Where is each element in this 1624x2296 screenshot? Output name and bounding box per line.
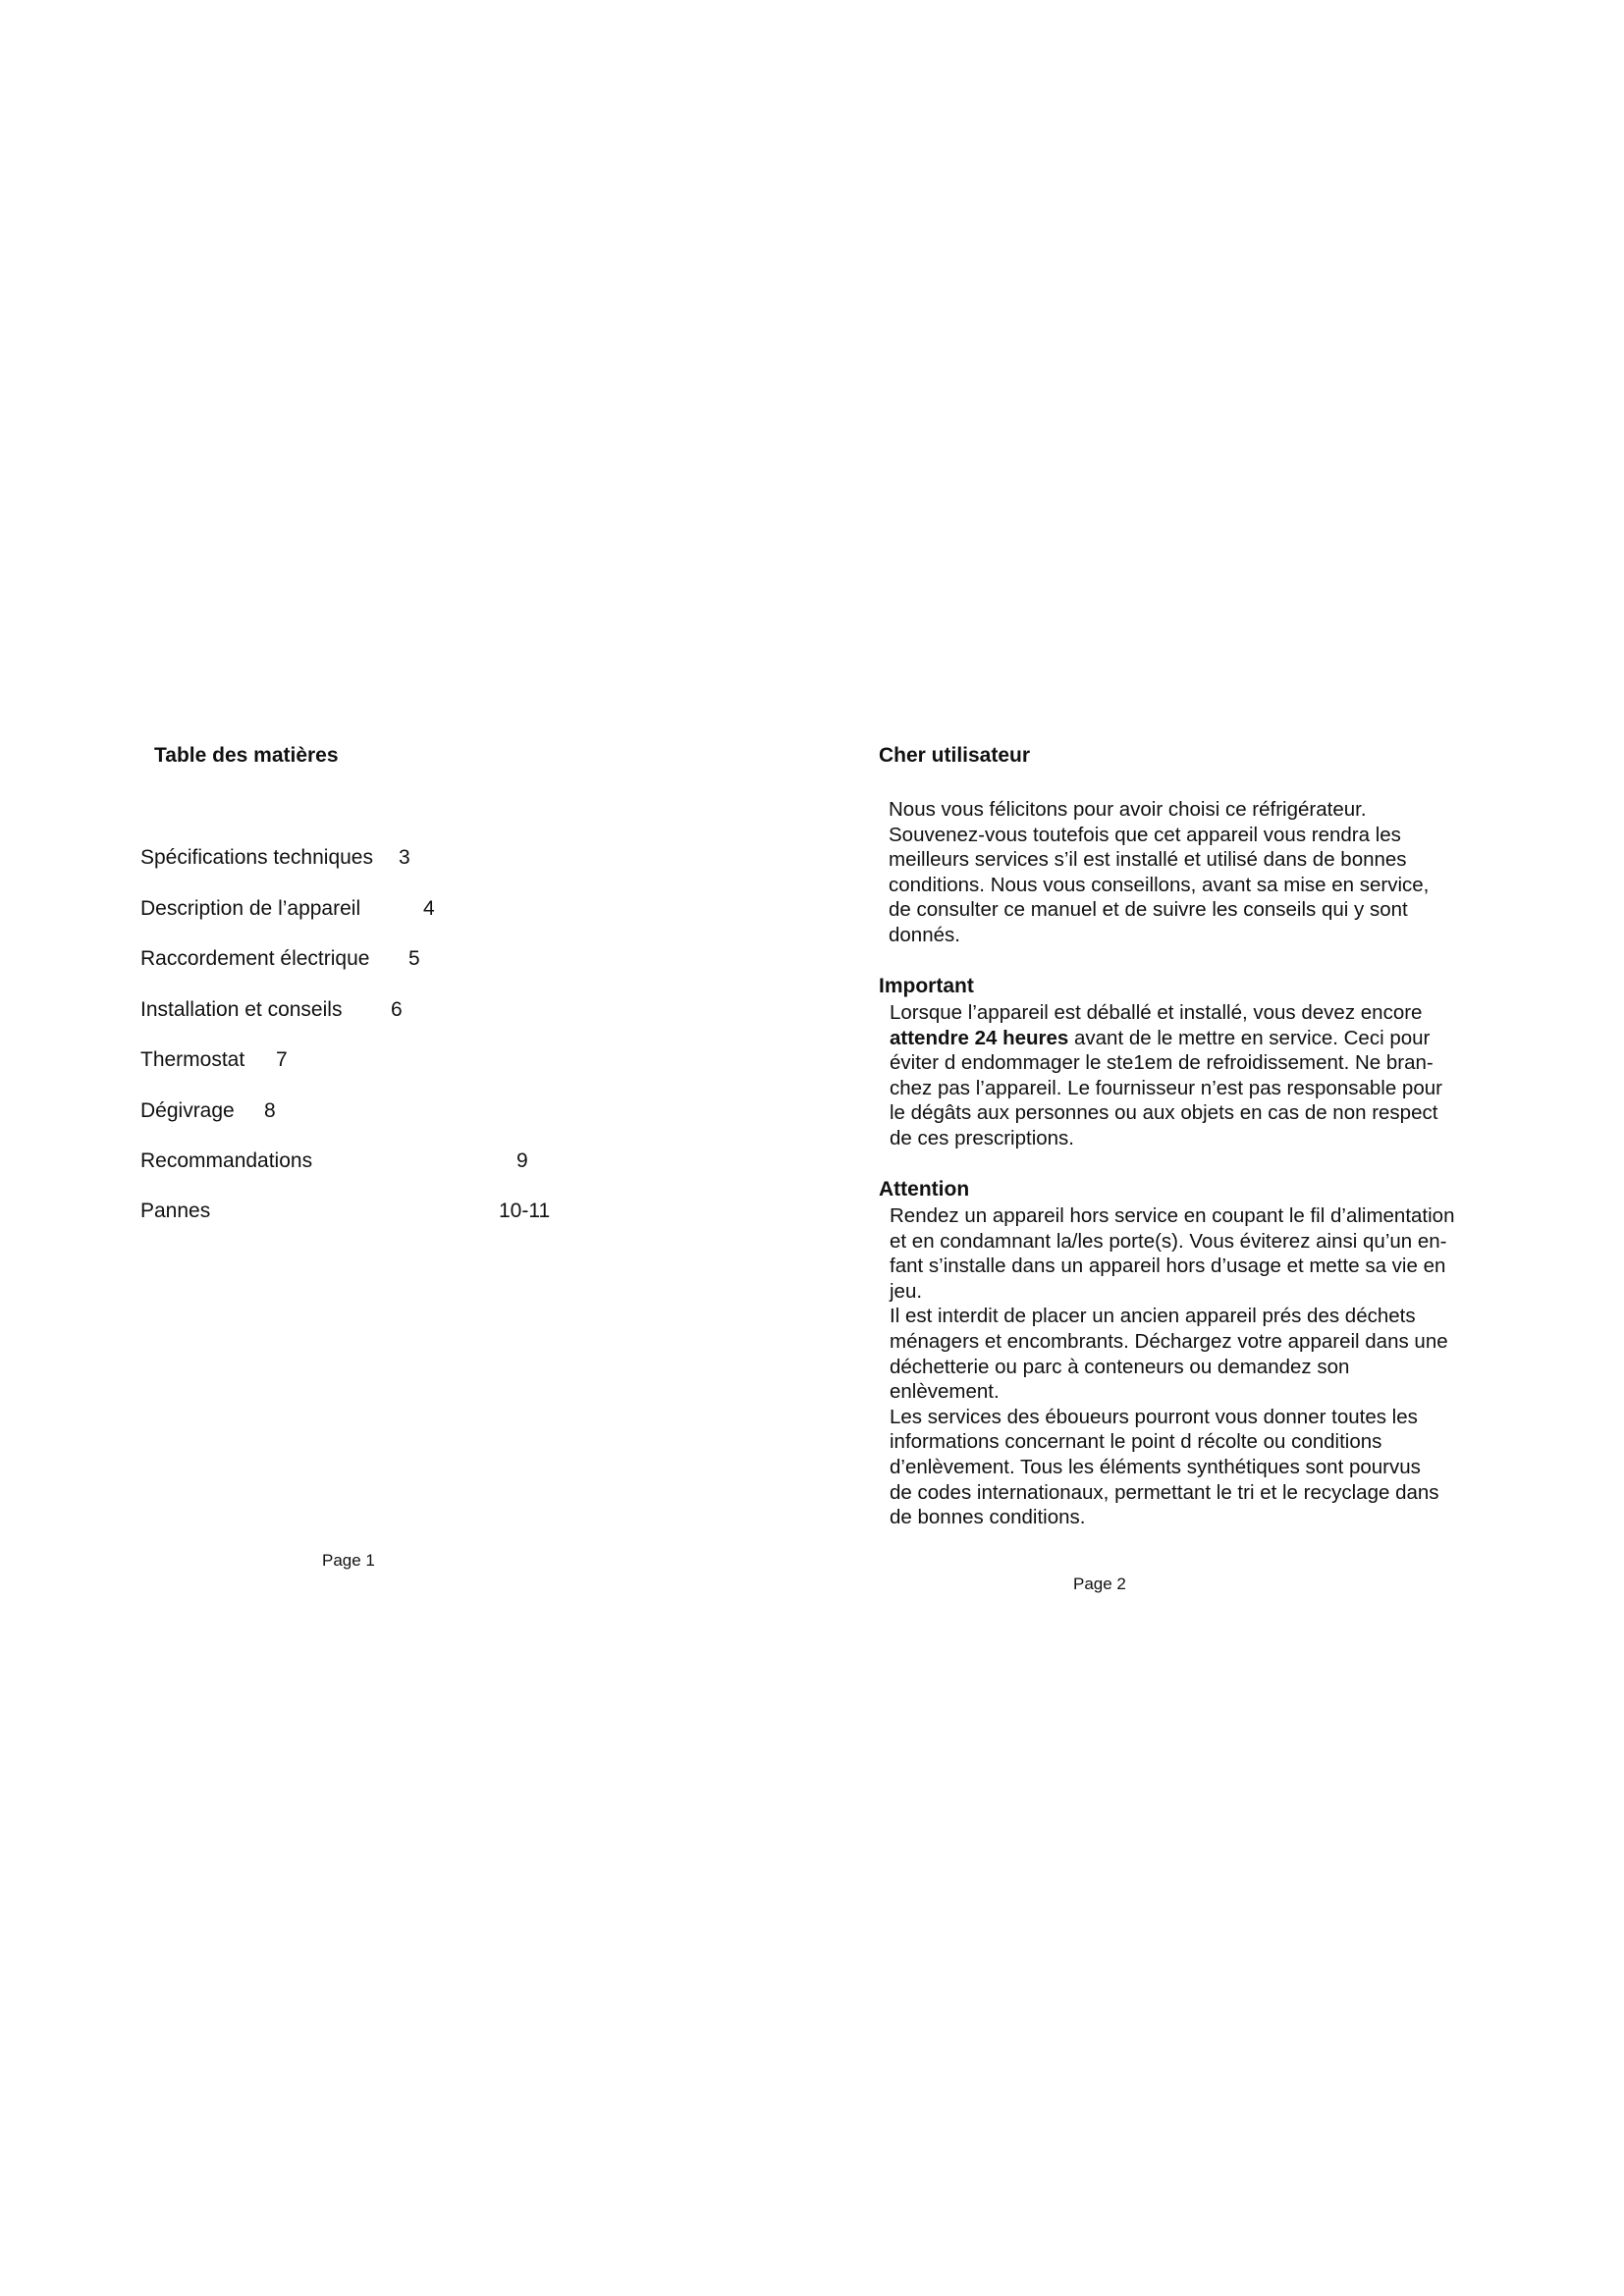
toc-item-page: 5 bbox=[408, 947, 420, 970]
attention-line: d’enlèvement. Tous les éléments synthétiques sont pourvus bbox=[890, 1455, 1421, 1478]
attention-line: Il est interdit de placer un ancien appareil prés des déchets bbox=[890, 1305, 1416, 1328]
attention-line: fant s’installe dans un appareil hors d’usage et mette sa vie en bbox=[890, 1255, 1446, 1278]
toc-item-page: 4 bbox=[423, 897, 435, 920]
toc-item-page: 6 bbox=[391, 998, 403, 1021]
toc-item-label[interactable]: Description de l’appareil bbox=[140, 897, 361, 920]
toc-item-label[interactable]: Raccordement électrique bbox=[140, 947, 370, 970]
toc-item-page: 9 bbox=[516, 1149, 528, 1172]
intro-line: conditions. Nous vous conseillons, avant sa mise en service, bbox=[889, 873, 1430, 896]
attention-line: de bonnes conditions. bbox=[890, 1506, 1086, 1529]
bold-emphasis: attendre 24 heures bbox=[890, 1026, 1069, 1049]
important-heading: Important bbox=[879, 975, 974, 997]
important-line: le dégâts aux personnes ou aux objets en cas de non respect bbox=[890, 1101, 1438, 1125]
toc-item-page: 10-11 bbox=[499, 1200, 551, 1222]
intro-paragraph bbox=[889, 797, 1429, 948]
page-number-left: Page 1 bbox=[322, 1551, 375, 1570]
toc-item-label[interactable]: Recommandations bbox=[140, 1149, 313, 1172]
intro-line: meilleurs services s’il est installé et utilisé dans de bonnes bbox=[889, 848, 1407, 872]
intro-line: Nous vous félicitons pour avoir choisi ce réfrigérateur. bbox=[889, 798, 1367, 821]
toc-item-page: 7 bbox=[276, 1048, 288, 1071]
important-line: éviter d endommager le ste1em de refroidissement. Ne bran- bbox=[890, 1051, 1434, 1075]
important-line-emphasis bbox=[890, 1026, 1442, 1051]
toc-item-label[interactable]: Dégivrage bbox=[140, 1099, 235, 1122]
attention-paragraph bbox=[890, 1203, 1454, 1530]
toc-item-page: 3 bbox=[399, 846, 410, 869]
attention-line: déchetterie ou parc à conteneurs ou demandez son bbox=[890, 1355, 1350, 1378]
important-line-rest: avant de le mettre en service. Ceci pour bbox=[1068, 1026, 1431, 1049]
attention-line: Rendez un appareil hors service en coupant le fil d’alimentation bbox=[890, 1204, 1455, 1227]
attention-line: et en condamnant la/les porte(s). Vous éviterez ainsi qu’un en- bbox=[890, 1229, 1447, 1253]
toc-item-label[interactable]: Pannes bbox=[140, 1200, 211, 1222]
intro-line: de consulter ce manuel et de suivre les conseils qui y sont bbox=[889, 898, 1408, 922]
attention-line: jeu. bbox=[890, 1279, 923, 1303]
attention-line: Les services des éboueurs pourront vous donner toutes les bbox=[890, 1405, 1418, 1428]
toc-item-label[interactable]: Spécifications techniques bbox=[140, 846, 373, 869]
toc-item-label[interactable]: Thermostat bbox=[140, 1048, 245, 1071]
toc-title: Table des matières bbox=[154, 744, 339, 767]
attention-line: enlèvement. bbox=[890, 1380, 1000, 1404]
page-number-right: Page 2 bbox=[1073, 1575, 1126, 1593]
important-line: Lorsque l’appareil est déballé et installé, vous devez encore bbox=[890, 1001, 1423, 1024]
attention-line: informations concernant le point d récolte ou conditions bbox=[890, 1430, 1382, 1454]
intro-line: donnés. bbox=[889, 923, 960, 946]
important-line: de ces prescriptions. bbox=[890, 1126, 1075, 1149]
attention-heading: Attention bbox=[879, 1178, 970, 1201]
toc-item-page: 8 bbox=[264, 1099, 276, 1122]
letter-title: Cher utilisateur bbox=[879, 744, 1031, 767]
important-line: chez pas l’appareil. Le fournisseur n’est pas responsable pour bbox=[890, 1076, 1442, 1099]
attention-line: de codes internationaux, permettant le tri et le recyclage dans bbox=[890, 1480, 1439, 1504]
intro-line: Souvenez-vous toutefois que cet appareil vous rendra les bbox=[889, 823, 1401, 846]
attention-line: ménagers et encombrants. Déchargez votre appareil dans une bbox=[890, 1329, 1448, 1353]
toc-item-label[interactable]: Installation et conseils bbox=[140, 998, 343, 1021]
important-paragraph bbox=[890, 1000, 1442, 1151]
